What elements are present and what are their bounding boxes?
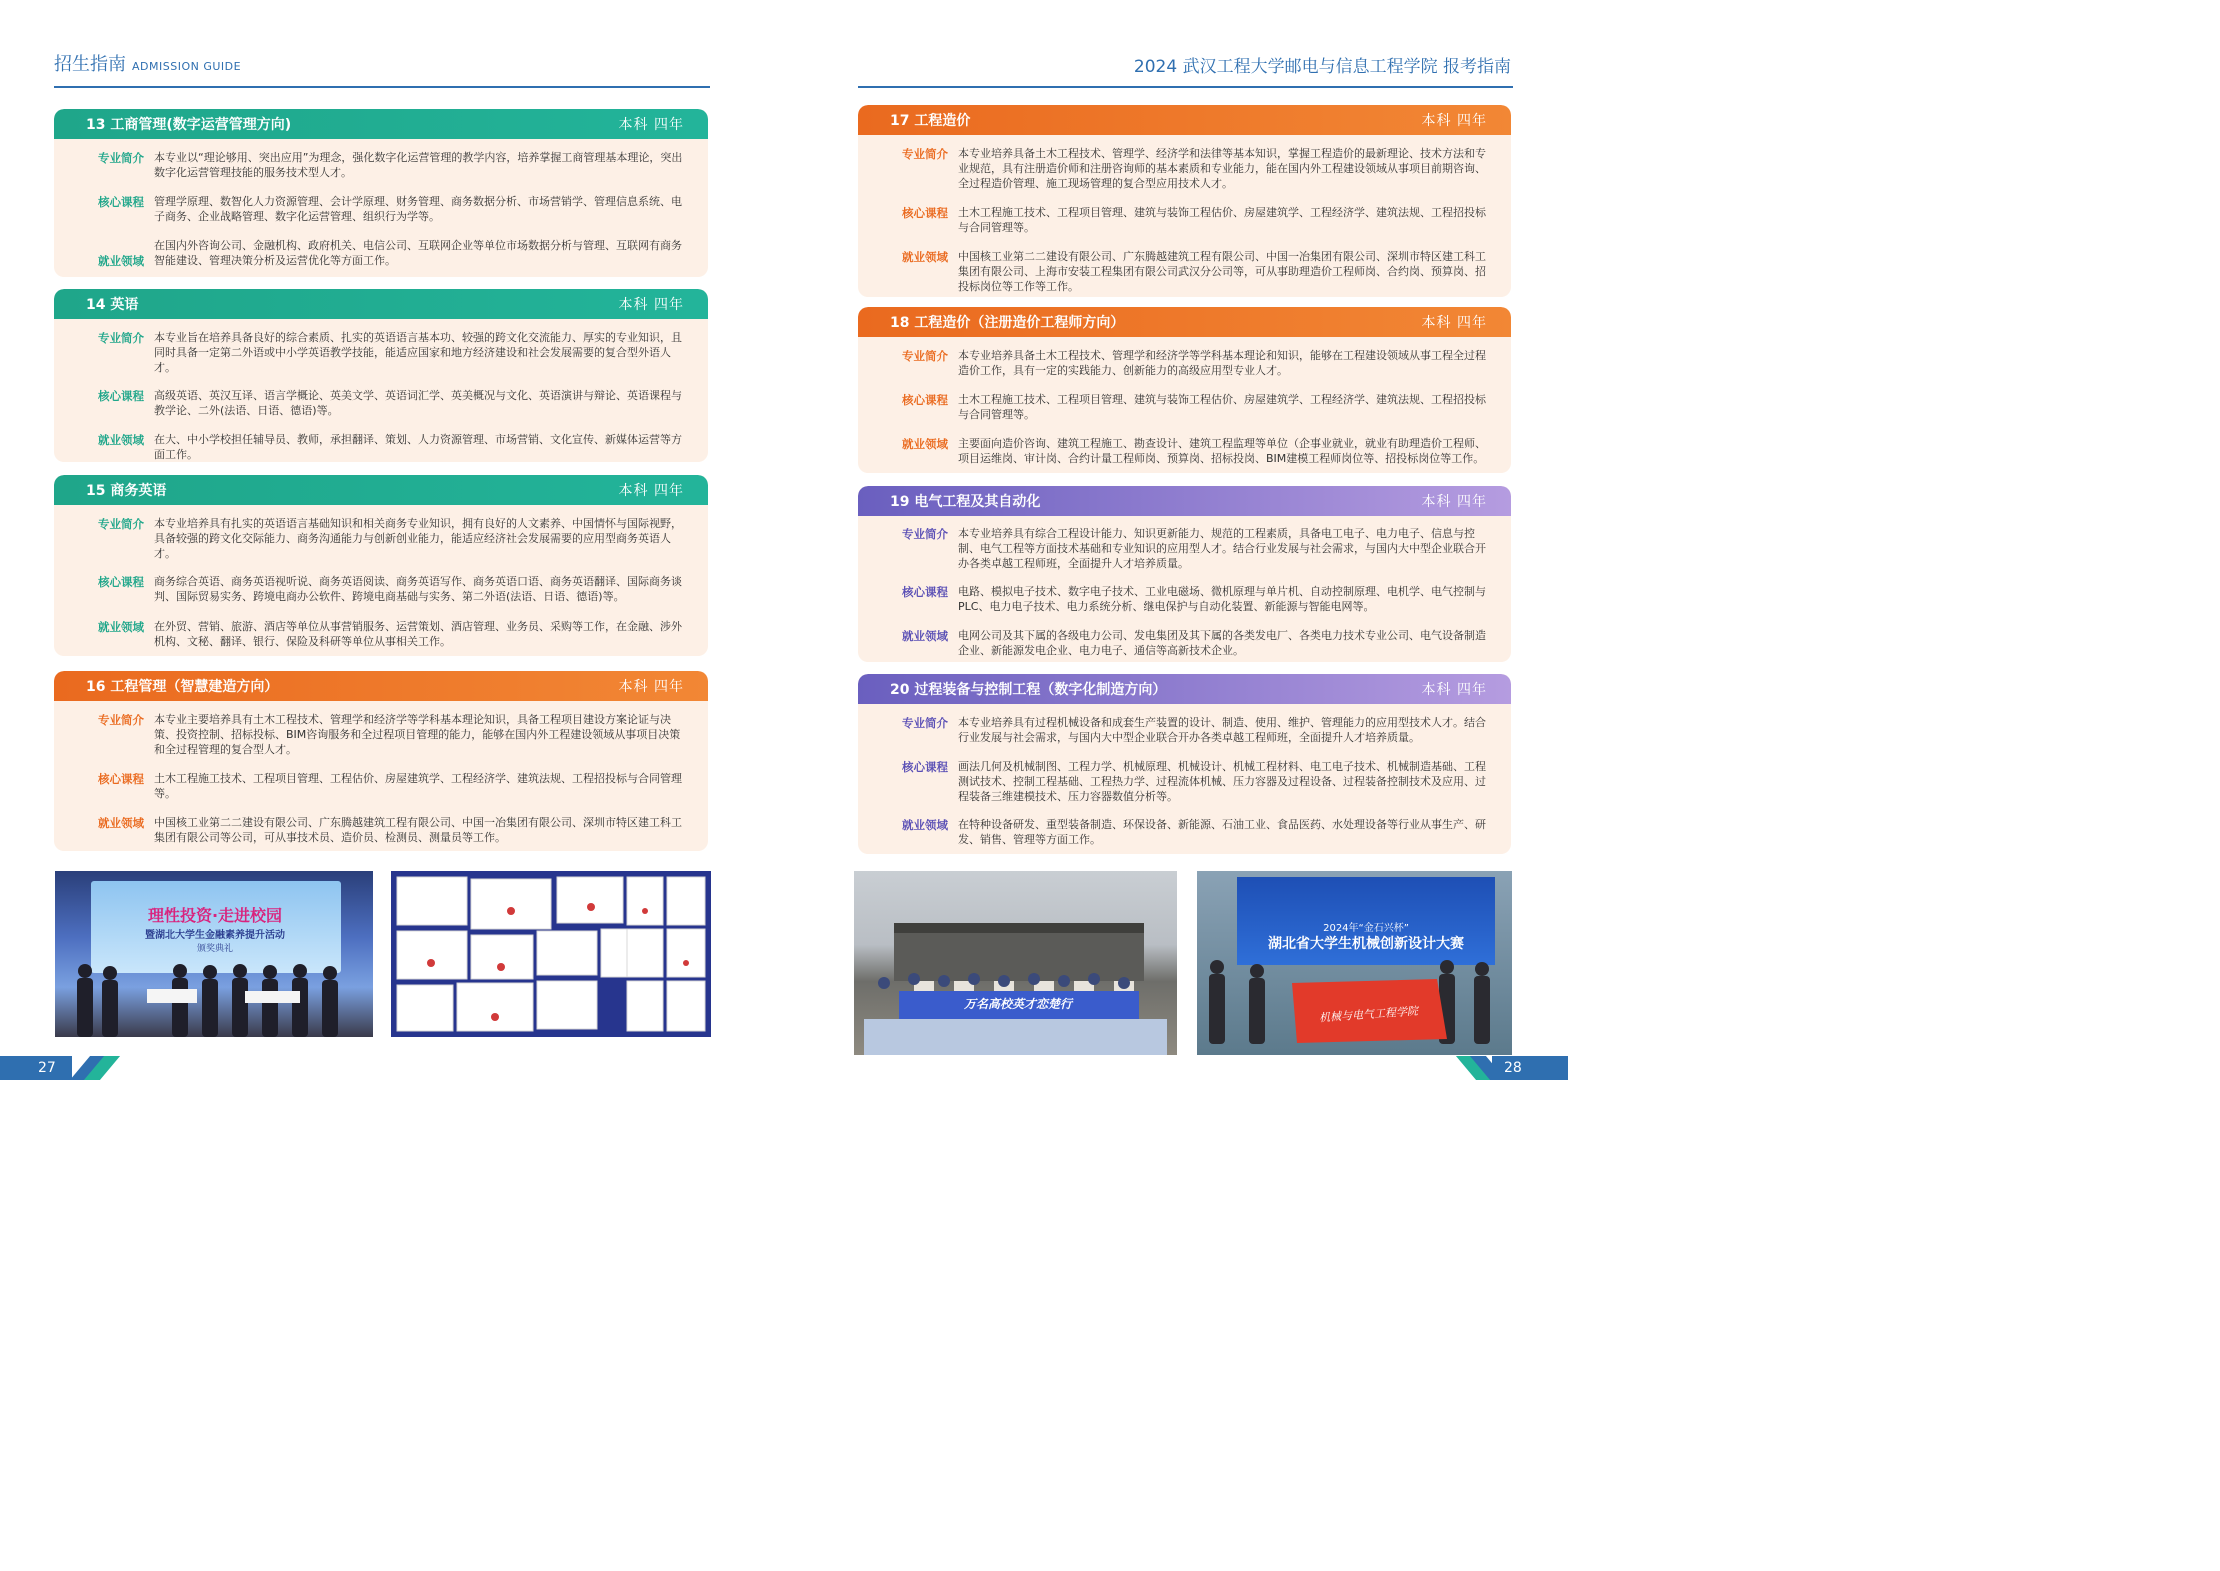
degree-info: 本科 四年 (618, 297, 684, 313)
degree-info: 本科 四年 (618, 483, 684, 499)
major-title: 15 商务英语 (86, 483, 167, 499)
intro-text: 本专业培养具有过程机械设备和成套生产装置的设计、制造、使用、维护、管理能力的应用型技术人才。结合行业发展与社会需求，与国内大中型企业联合开办各类卓越工程师班，全面提升人才培养质量。 (958, 716, 1486, 744)
employ-text: 中国核工业第二二建设有限公司、广东腾越建筑工程有限公司、中国一冶集团有限公司、深圳市特区建工科工集团有限公司、上海市安装工程集团有限公司武汉分公司等，可从事助理造价工程师岗、合约岗、预算岗、招投标岗位等工作等工作。 (958, 250, 1486, 293)
core-text: 电路、模拟电子技术、数字电子技术、工业电磁场、微机原理与单片机、自动控制原理、电机学、电气控制与PLC、电力电子技术、电力系统分析、继电保护与自动化装置、新能源与智能电网等。 (958, 585, 1486, 613)
certificate-collage (391, 871, 711, 1037)
core-label: 核心课程 (902, 585, 948, 599)
group-scene (854, 871, 1177, 1055)
intro-label: 专业简介 (98, 331, 144, 345)
intro-text: 本专业旨在培养具备良好的综合素质、扎实的英语语言基本功、较强的跨文化交流能力、厚实的专业知识，且同时具备一定第二外语或中小学英语教学技能，能适应国家和地方经济建设和社会发展需要的复合型外语人才。 (154, 331, 682, 374)
employ-text: 中国核工业第二二建设有限公司、广东腾越建筑工程有限公司、中国一冶集团有限公司、深圳市特区建工科工集团有限公司等公司，可从事技术员、造价员、检测员、测量员等工作。 (154, 816, 682, 844)
competition-flag-text: 机械与电气工程学院 (1318, 1004, 1419, 1025)
major-card (858, 486, 1511, 662)
major-card (858, 307, 1511, 473)
core-text: 商务综合英语、商务英语视听说、商务英语阅读、商务英语写作、商务英语口语、商务英语翻译、国际商务谈判、国际贸易实务、跨境电商办公软件、跨境电商基础与实务、第二外语(法语、日语、德语)等。 (154, 575, 682, 603)
major-card (54, 289, 708, 462)
major-header (858, 674, 1511, 704)
intro-label: 专业简介 (902, 716, 948, 730)
intro-label: 专业简介 (902, 527, 948, 541)
employ-text: 在国内外咨询公司、金融机构、政府机关、电信公司、互联网企业等单位市场数据分析与管理、互联网有商务智能建设、管理决策分析及运营优化等方面工作。 (154, 239, 682, 267)
core-text: 画法几何及机械制图、工程力学、机械原理、机械设计、机械工程材料、电工电子技术、机械制造基础、工程测试技术、控制工程基础、工程热力学、过程流体机械、压力容器及过程设备、过程装备控制技术及应用、过程装备三维建模技术、压力容器数值分析等。 (958, 760, 1486, 803)
major-card (858, 674, 1511, 854)
major-header (858, 486, 1511, 516)
major-title: 13 工商管理(数字运营管理方向) (86, 117, 292, 133)
core-text: 土木工程施工技术、工程项目管理、建筑与装饰工程估价、房屋建筑学、工程经济学、建筑法规、工程招投标与合同管理等。 (958, 206, 1486, 234)
employ-text: 电网公司及其下属的各级电力公司、发电集团及其下属的各类发电厂、各类电力技术专业公司、电气设备制造企业、新能源发电企业、电力电子、通信等高新技术企业。 (958, 629, 1486, 657)
major-card (858, 105, 1511, 297)
core-text: 土木工程施工技术、工程项目管理、工程估价、房屋建筑学、工程经济学、建筑法规、工程招投标与合同管理等。 (154, 772, 682, 800)
degree-info: 本科 四年 (618, 117, 684, 133)
major-header (54, 671, 708, 701)
major-title: 20 过程装备与控制工程（数字化制造方向） (890, 682, 1167, 698)
guide-subtitle: ADMISSION GUIDE (132, 60, 242, 73)
degree-info: 本科 四年 (1421, 494, 1487, 510)
major-header (858, 307, 1511, 337)
intro-label: 专业简介 (98, 517, 144, 531)
employ-text: 主要面向造价咨询、建筑工程施工、勘查设计、建筑工程监理等单位（企事业就业，就业有助理造价工程师、项目运维岗、审计岗、合约计量工程师岗、预算岗、招标投岗、BIM建模工程师岗位等、招投标岗位等工作。 (958, 437, 1486, 465)
employ-label: 就业领域 (902, 818, 948, 832)
employ-label: 就业领域 (98, 254, 144, 268)
employ-text: 在特种设备研发、重型装备制造、环保设备、新能源、石油工业、食品医药、水处理设备等行业从事生产、研发、销售、管理等方面工作。 (958, 818, 1486, 846)
core-text: 管理学原理、数智化人力资源管理、会计学原理、财务管理、商务数据分析、市场营销学、管理信息系统、电子商务、企业战略管理、数字化运营管理、组织行为学等。 (154, 195, 682, 223)
major-title: 14 英语 (86, 297, 139, 313)
major-header (54, 475, 708, 505)
competition-title: 湖北省大学生机械创新设计大赛 (1268, 936, 1464, 952)
employ-text: 在大、中小学校担任辅导员、教师，承担翻译、策划、人力资源管理、市场营销、文化宣传、新媒体运营等方面工作。 (154, 433, 682, 461)
group-banner-text: 万名高校英才恋楚行 (964, 997, 1073, 1011)
employ-label: 就业领域 (902, 250, 948, 264)
degree-info: 本科 四年 (1421, 113, 1487, 129)
competition-crowd (1197, 871, 1512, 1055)
banner-subtitle: 暨湖北大学生金融素养提升活动 (145, 930, 285, 941)
banner-title: 理性投资·走进校园 (147, 906, 283, 925)
header-rule-right (858, 86, 1513, 88)
core-label: 核心课程 (98, 772, 144, 786)
people-silhouettes (55, 871, 373, 1037)
intro-label: 专业简介 (98, 151, 144, 165)
header-right: 2024 武汉工程大学邮电与信息工程学院 报考指南 (1133, 57, 1511, 77)
major-title: 17 工程造价 (890, 113, 971, 129)
major-header (54, 289, 708, 319)
employ-label: 就业领域 (98, 816, 144, 830)
guide-title: 招生指南 (54, 54, 126, 75)
degree-info: 本科 四年 (618, 679, 684, 695)
banner-subtitle-2: 颁奖典礼 (196, 944, 233, 954)
employ-text: 在外贸、营销、旅游、酒店等单位从事营销服务、运营策划、酒店管理、业务员、采购等工作，在金融、涉外机构、文秘、翻译、银行、保险及科研等单位从事相关工作。 (154, 620, 682, 648)
page-number-left: 27 (0, 1056, 72, 1080)
header-left (54, 50, 241, 76)
intro-label: 专业简介 (902, 147, 948, 161)
employ-label: 就业领域 (98, 620, 144, 634)
core-text: 高级英语、英汉互译、语言学概论、英美文学、英语词汇学、英美概况与文化、英语演讲与辩论、英语课程与教学论、二外(法语、日语、德语)等。 (154, 389, 682, 417)
major-title: 18 工程造价（注册造价工程师方向） (890, 315, 1125, 331)
intro-text: 本专业主要培养具有土木工程技术、管理学和经济学等学科基本理论知识，具备工程项目建设方案论证与决策、投资控制、招标投标、BIM咨询服务和全过程项目管理的能力，能够在国内外工程建设领域从事项目决策和全过程管理的复合型人才。 (154, 713, 681, 756)
photo-award-ceremony (55, 871, 373, 1037)
intro-text: 本专业以“理论够用、突出应用”为理念，强化数字化运营管理的教学内容，培养掌握工商管理基本理论，突出数字化运营管理技能的服务技术型人才。 (154, 151, 683, 179)
core-label: 核心课程 (98, 195, 144, 209)
photo-competition (1197, 871, 1512, 1055)
intro-text: 本专业培养具备土木工程技术、管理学、经济学和法律等基本知识，掌握工程造价的最新理论、技术方法和专业规范，具有注册造价师和注册咨询师的基本素质和专业能力，能在国内外工程建设领域从事项目前期咨询、全过程造价管理、施工现场管理的复合型应用技术人才。 (958, 147, 1486, 190)
major-card (54, 475, 708, 656)
intro-label: 专业简介 (902, 349, 948, 363)
major-header (54, 109, 708, 139)
competition-year: 2024年“金石兴杯” (1323, 923, 1409, 934)
major-header (858, 105, 1511, 135)
intro-text: 本专业培养具备土木工程技术、管理学和经济学等学科基本理论和知识，能够在工程建设领域从事工程全过程造价工作，具有一定的实践能力、创新能力的高级应用型专业人才。 (958, 349, 1486, 377)
degree-info: 本科 四年 (1421, 315, 1487, 331)
degree-info: 本科 四年 (1421, 682, 1487, 698)
page-number-right: 28 (1492, 1056, 1568, 1080)
core-label: 核心课程 (902, 206, 948, 220)
photo-certificates (391, 871, 711, 1037)
core-label: 核心课程 (98, 575, 144, 589)
core-text: 土木工程施工技术、工程项目管理、建筑与装饰工程估价、房屋建筑学、工程经济学、建筑法规、工程招投标与合同管理等。 (958, 393, 1486, 421)
photo-group (854, 871, 1177, 1055)
intro-text: 本专业培养具有综合工程设计能力、知识更新能力、规范的工程素质，具备电工电子、电力电子、信息与控制、电气工程等方面技术基础和专业知识的应用型人才。结合行业发展与社会需求，与国内大中型企业联合开办各类卓越工程师班，全面提升人才培养质量。 (958, 527, 1486, 570)
intro-text: 本专业培养具有扎实的英语语言基础知识和相关商务专业知识，拥有良好的人文素养、中国情怀与国际视野，具备较强的跨文化交际能力、商务沟通能力与创新创业能力，能适应经济社会发展需要的应用型商务英语人才。 (154, 517, 682, 560)
employ-label: 就业领域 (902, 629, 948, 643)
major-card (54, 109, 708, 277)
employ-label: 就业领域 (902, 437, 948, 451)
major-title: 16 工程管理（智慧建造方向） (86, 679, 279, 695)
core-label: 核心课程 (902, 760, 948, 774)
employ-label: 就业领域 (98, 433, 144, 447)
header-rule-left (54, 86, 710, 88)
major-card (54, 671, 708, 851)
core-label: 核心课程 (98, 389, 144, 403)
intro-label: 专业简介 (98, 713, 144, 727)
core-label: 核心课程 (902, 393, 948, 407)
major-title: 19 电气工程及其自动化 (890, 494, 1041, 510)
